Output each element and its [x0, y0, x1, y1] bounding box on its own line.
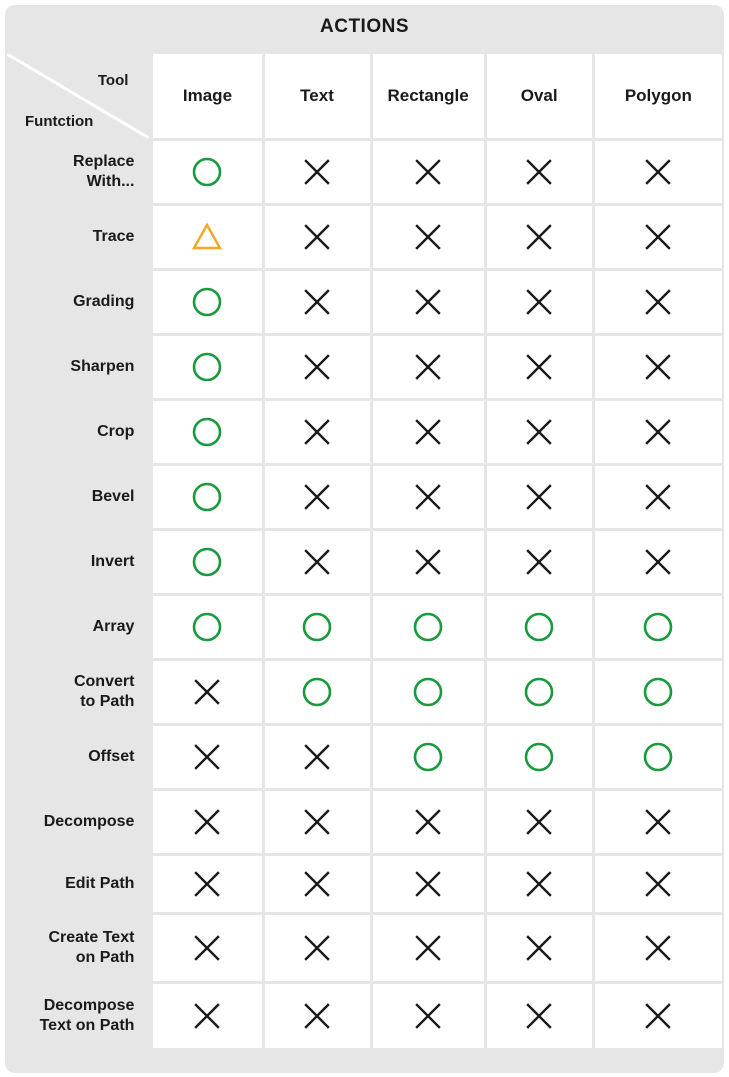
cell-polygon	[595, 856, 722, 912]
cell-polygon	[595, 596, 722, 658]
cell-rectangle	[373, 401, 484, 463]
cross-icon	[523, 932, 555, 964]
cell-image	[153, 336, 261, 398]
cell-text	[265, 206, 370, 268]
cross-icon	[301, 481, 333, 513]
cross-icon	[412, 932, 444, 964]
table-row	[7, 984, 722, 1048]
cell-image	[153, 915, 261, 981]
cross-icon	[523, 286, 555, 318]
cell-polygon	[595, 206, 722, 268]
cross-icon	[191, 676, 223, 708]
cell-text	[265, 466, 370, 528]
cross-icon	[523, 221, 555, 253]
cell-image	[153, 531, 261, 593]
cell-oval	[487, 791, 592, 853]
cell-polygon	[595, 726, 722, 788]
cross-icon	[523, 868, 555, 900]
table-row	[7, 856, 722, 912]
cross-icon	[523, 156, 555, 188]
cell-polygon	[595, 401, 722, 463]
table-row	[7, 791, 722, 853]
cell-oval	[487, 336, 592, 398]
circle-icon	[523, 741, 555, 773]
cross-icon	[412, 351, 444, 383]
row-header: Bevel	[7, 466, 150, 528]
cell-rectangle	[373, 466, 484, 528]
corner-header	[7, 54, 150, 138]
cross-icon	[412, 868, 444, 900]
cell-oval	[487, 984, 592, 1048]
column-header-oval: Oval	[487, 54, 592, 138]
circle-icon	[412, 741, 444, 773]
table-row	[7, 401, 722, 463]
cell-rectangle	[373, 141, 484, 203]
table-title: ACTIONS	[5, 5, 724, 49]
circle-icon	[191, 611, 223, 643]
table-row	[7, 336, 722, 398]
cell-text	[265, 915, 370, 981]
cell-oval	[487, 206, 592, 268]
cross-icon	[191, 1000, 223, 1032]
cell-rectangle	[373, 984, 484, 1048]
cross-icon	[523, 806, 555, 838]
cell-text	[265, 726, 370, 788]
cross-icon	[301, 416, 333, 448]
cell-image	[153, 856, 261, 912]
table-row	[7, 271, 722, 333]
cell-polygon	[595, 466, 722, 528]
cross-icon	[642, 932, 674, 964]
cell-image	[153, 984, 261, 1048]
cross-icon	[642, 286, 674, 318]
cross-icon	[523, 416, 555, 448]
cell-oval	[487, 531, 592, 593]
cell-image	[153, 791, 261, 853]
cross-icon	[301, 156, 333, 188]
cell-polygon	[595, 141, 722, 203]
cell-oval	[487, 661, 592, 723]
table-row	[7, 661, 722, 723]
cross-icon	[191, 868, 223, 900]
circle-icon	[191, 286, 223, 318]
actions-matrix	[5, 51, 724, 1051]
circle-icon	[523, 611, 555, 643]
cross-icon	[412, 156, 444, 188]
column-header-rectangle: Rectangle	[373, 54, 484, 138]
cross-icon	[642, 156, 674, 188]
cell-image	[153, 596, 261, 658]
cell-image	[153, 726, 261, 788]
cross-icon	[642, 868, 674, 900]
row-header: Decompose Text on Path	[7, 984, 150, 1048]
cell-rectangle	[373, 271, 484, 333]
cell-rectangle	[373, 336, 484, 398]
row-header: Edit Path	[7, 856, 150, 912]
table-row	[7, 915, 722, 981]
header-row	[7, 54, 722, 138]
cell-oval	[487, 915, 592, 981]
row-header: Array	[7, 596, 150, 658]
cell-text	[265, 271, 370, 333]
row-header: Create Text on Path	[7, 915, 150, 981]
cross-icon	[301, 286, 333, 318]
row-header: Crop	[7, 401, 150, 463]
row-header: Replace With...	[7, 141, 150, 203]
circle-icon	[191, 546, 223, 578]
cross-icon	[412, 286, 444, 318]
row-header: Invert	[7, 531, 150, 593]
cross-icon	[301, 932, 333, 964]
cell-oval	[487, 271, 592, 333]
cross-icon	[301, 221, 333, 253]
cell-text	[265, 856, 370, 912]
cross-icon	[412, 481, 444, 513]
cross-icon	[642, 416, 674, 448]
cross-icon	[523, 351, 555, 383]
circle-icon	[412, 676, 444, 708]
cross-icon	[301, 351, 333, 383]
cross-icon	[412, 1000, 444, 1032]
tool-axis-label: Tool	[97, 72, 129, 89]
actions-table-frame	[5, 5, 724, 1073]
circle-icon	[191, 156, 223, 188]
row-header: Sharpen	[7, 336, 150, 398]
circle-icon	[642, 741, 674, 773]
cross-icon	[642, 481, 674, 513]
matrix-body	[7, 141, 722, 1048]
cross-icon	[301, 1000, 333, 1032]
cross-icon	[642, 221, 674, 253]
cell-rectangle	[373, 596, 484, 658]
cell-text	[265, 791, 370, 853]
cell-text	[265, 596, 370, 658]
cross-icon	[642, 351, 674, 383]
cross-icon	[523, 546, 555, 578]
cell-rectangle	[373, 531, 484, 593]
column-header-text: Text	[265, 54, 370, 138]
cross-icon	[642, 806, 674, 838]
triangle-icon	[191, 221, 223, 253]
cell-polygon	[595, 984, 722, 1048]
table-row	[7, 596, 722, 658]
cell-image	[153, 206, 261, 268]
circle-icon	[301, 611, 333, 643]
column-header-image: Image	[153, 54, 261, 138]
cross-icon	[301, 868, 333, 900]
cell-image	[153, 401, 261, 463]
cell-rectangle	[373, 915, 484, 981]
cross-icon	[301, 546, 333, 578]
cell-image	[153, 661, 261, 723]
table-row	[7, 206, 722, 268]
table-row	[7, 141, 722, 203]
cross-icon	[191, 932, 223, 964]
cell-image	[153, 271, 261, 333]
cell-polygon	[595, 531, 722, 593]
cell-oval	[487, 596, 592, 658]
cross-icon	[642, 546, 674, 578]
cross-icon	[191, 806, 223, 838]
table-row	[7, 466, 722, 528]
cell-text	[265, 141, 370, 203]
cell-rectangle	[373, 726, 484, 788]
cross-icon	[301, 806, 333, 838]
cross-icon	[523, 1000, 555, 1032]
row-header: Decompose	[7, 791, 150, 853]
circle-icon	[412, 611, 444, 643]
table-row	[7, 726, 722, 788]
cell-text	[265, 336, 370, 398]
circle-icon	[523, 676, 555, 708]
cell-rectangle	[373, 856, 484, 912]
row-header: Convert to Path	[7, 661, 150, 723]
cross-icon	[191, 741, 223, 773]
cell-text	[265, 661, 370, 723]
cross-icon	[412, 221, 444, 253]
function-axis-label: Funtction	[25, 113, 94, 130]
cell-polygon	[595, 271, 722, 333]
cell-polygon	[595, 915, 722, 981]
cross-icon	[412, 546, 444, 578]
cell-rectangle	[373, 661, 484, 723]
column-header-polygon: Polygon	[595, 54, 722, 138]
cross-icon	[523, 481, 555, 513]
cell-oval	[487, 141, 592, 203]
table-row	[7, 531, 722, 593]
row-header: Grading	[7, 271, 150, 333]
cross-icon	[412, 416, 444, 448]
cell-oval	[487, 856, 592, 912]
cell-oval	[487, 466, 592, 528]
cross-icon	[301, 741, 333, 773]
circle-icon	[301, 676, 333, 708]
cell-oval	[487, 726, 592, 788]
row-header: Trace	[7, 206, 150, 268]
cell-polygon	[595, 661, 722, 723]
circle-icon	[191, 481, 223, 513]
row-header: Offset	[7, 726, 150, 788]
cell-rectangle	[373, 206, 484, 268]
cross-icon	[412, 806, 444, 838]
circle-icon	[191, 351, 223, 383]
circle-icon	[642, 611, 674, 643]
cell-image	[153, 141, 261, 203]
cell-text	[265, 531, 370, 593]
cross-icon	[642, 1000, 674, 1032]
circle-icon	[642, 676, 674, 708]
cell-rectangle	[373, 791, 484, 853]
cell-text	[265, 984, 370, 1048]
cell-polygon	[595, 791, 722, 853]
circle-icon	[191, 416, 223, 448]
cell-image	[153, 466, 261, 528]
cell-polygon	[595, 336, 722, 398]
cell-text	[265, 401, 370, 463]
cell-oval	[487, 401, 592, 463]
